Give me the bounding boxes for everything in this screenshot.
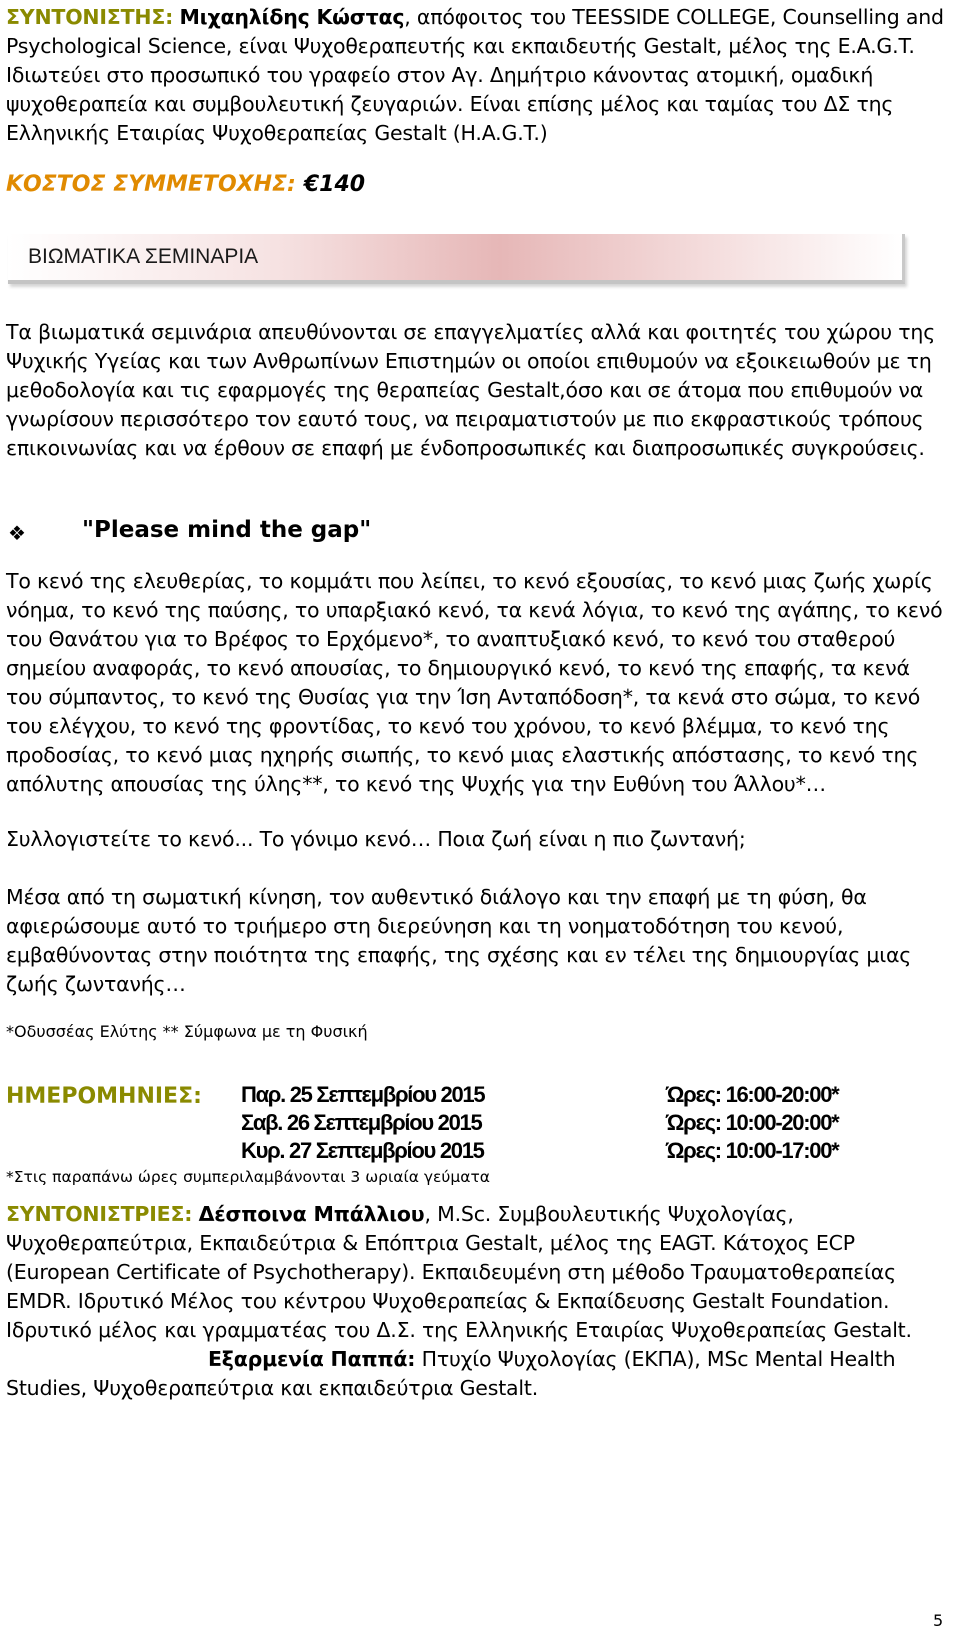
dates-label: ΗΜΕΡΟΜΗΝΙΕΣ: bbox=[6, 1084, 202, 1109]
intro-paragraph: Τα βιωματικά σεμινάρια απευθύνονται σε επαγγελματίες αλλά και φοιτητές του χώρου της Ψυχικής Υγείας και των Ανθρωπίνων Επιστημών οι οποίοι επιθυμούν να εξοικειωθούν με τη μεθοδολογία και τις εφαρμογές της θεραπείας Gestalt,όσο και σε άτομα που επιθυμούν να γνωρίσουν περισσότερο τον εαυτό τους, να πειραματιστούν με πιο εκφραστικούς τρόπους επικοινωνίας και να έρθουν σε επαφή με ένδοπροσωπικές και διαπροσωπικές συγκρούσεις. bbox=[6, 320, 936, 460]
reflect-line: Συλλογιστείτε το κενό... Το γόνιμο κενό… Ποια ζωή είναι η πιο ζωντανή; bbox=[6, 827, 746, 851]
date-row bbox=[6, 1138, 951, 1167]
coordinators-label: ΣΥΝΤΟΝΙΣΤΡΙΕΣ: bbox=[6, 1202, 193, 1226]
date-row bbox=[6, 1082, 951, 1111]
date-text: Σαβ. 26 Σεπτεμβρίου 2015 bbox=[241, 1110, 482, 1135]
cost-line bbox=[6, 172, 365, 197]
movement-paragraph: Μέσα από τη σωματική κίνηση, τον αυθεντικό διάλογο και την επαφή με τη φύση, θα αφιερώσουμε αυτό το τριήμερο στη διερεύνηση και τη νοηματοδότηση του κενού, εμβαθύνοντας στην ποιότητα της επαφής, της σχέσης και εν τέλει της δημιουργίας μιας ζωής ζωντανής… bbox=[6, 885, 912, 996]
coordinators-paragraph bbox=[6, 1200, 951, 1403]
coordinator-text-1: , M.Sc. Συμβουλευτικής Ψυχολογίας, Ψυχοθεραπεύτρια, Εκπαιδεύτρια & Επόπτρια Gestalt, μέλος της EAGT. Κάτοχος ECP (European Certificate of Psychotherapy). Εκπαιδευμένη στη μέθοδο Τραυματοθεραπείας EMDR. Ιδρυτικό Μέλος του κέντρου Ψυχοθεραπείας & Εκπαίδευσης Gestalt Foundation. Ιδρυτικό μέλος και γραμματέας του Δ.Σ. της Ελληνικής Εταιρίας Ψυχοθεραπείας Gestalt. bbox=[6, 1202, 912, 1342]
cost-amount: €140 bbox=[303, 172, 366, 197]
coordinator-text-2: Πτυχίο Ψυχολογίας (ΕΚΠΑ), MSc Mental Health Studies, Ψυχοθεραπεύτρια και εκπαιδεύτρια Gestalt. bbox=[6, 1347, 896, 1400]
date-text: Κυρ. 27 Σεπτεμβρίου 2015 bbox=[241, 1138, 484, 1163]
dates-block bbox=[6, 1082, 951, 1182]
coordinator-paragraph bbox=[6, 3, 951, 148]
gap-paragraph: Το κενό της ελευθερίας, το κομμάτι που λείπει, το κενό εξουσίας, το κενό μιας ζωής χωρίς νόημα, το κενό της παύσης, το υπαρξιακό κενό, τα κενά λόγια, το κενό της αγάπης, το κενό του Θανάτου για το Βρέφος το Ερχόμενο*, το αναπτυξιακό κενό, το κενό του σταθερού σημείου αναφοράς, το κενό απουσίας, το δημιουργικό κενό, το κενό της επαφής, τα κενά του σύμπαντος, το κενό της Θυσίας για την Ίση Ανταπόδοση*, τα κενά στο σώμα, το κενό του ελέγχου, το κενό της φροντίδας, το κενό του χρόνου, το κενό βλέμμα, το κενό της προδοσίας, το κενό μιας ηχηρής σιωπής, το κενό μιας ελαστικής απόστασης, το κενό της απόλυτης απουσίας της ύλης**, το κενό της Ψυχής για την Ευθύνη του Άλλου*… bbox=[6, 569, 943, 796]
coordinator-name-1: Δέσποινα Μπάλλιου bbox=[198, 1202, 425, 1226]
date-text: Παρ. 25 Σεπτεμβρίου 2015 bbox=[241, 1082, 485, 1107]
coordinator-name-2: Εξαρμενία Παππά: bbox=[208, 1347, 416, 1371]
footnote: *Οδυσσέας Ελύτης ** Σύμφωνα με τη Φυσική bbox=[6, 1022, 368, 1041]
section-banner bbox=[8, 234, 905, 284]
gap-title: "Please mind the gap" bbox=[82, 517, 372, 543]
coordinator-text: , απόφοιτος του TEESSIDE COLLEGE, Counselling and Psychological Science, είναι Ψυχοθεραπευτής και εκπαιδευτής Gestalt, μέλος της E.A.G.T. Ιδιωτεύει στο προσωπικό του γραφείο στον Αγ. Δημήτριο κάνοντας ατομική, ομαδική ψυχοθεραπεία και συμβουλευτική ζευγαριών. Είναι επίσης μέλος και ταμίας του ΔΣ της Ελληνικής Εταιρίας Ψυχοθεραπείας Gestalt (H.A.G.T.) bbox=[6, 5, 944, 145]
date-row bbox=[6, 1110, 951, 1139]
meals-note: *Στις παραπάνω ώρες συμπεριλαμβάνονται 3 ωριαία γεύματα bbox=[6, 1168, 491, 1186]
hours-text: Ώρες: 10:00-20:00* bbox=[666, 1110, 839, 1135]
hours-text: Ώρες: 16:00-20:00* bbox=[666, 1082, 839, 1107]
diamond-bullet-icon: ❖ bbox=[8, 521, 26, 545]
cost-label: ΚΟΣΤΟΣ ΣΥΜΜΕΤΟΧΗΣ: bbox=[6, 172, 296, 197]
banner-title: ΒΙΩΜΑΤΙΚΑ ΣΕΜΙΝΑΡΙΑ bbox=[28, 245, 259, 268]
gap-heading bbox=[6, 517, 606, 547]
page-number: 5 bbox=[933, 1611, 944, 1630]
coordinator-name: Μιχαηλίδης Κώστας bbox=[179, 5, 405, 29]
hours-text: Ώρες: 10:00-17:00* bbox=[666, 1138, 839, 1163]
coordinator-label: ΣΥΝΤΟΝΙΣΤΗΣ: bbox=[6, 5, 174, 29]
